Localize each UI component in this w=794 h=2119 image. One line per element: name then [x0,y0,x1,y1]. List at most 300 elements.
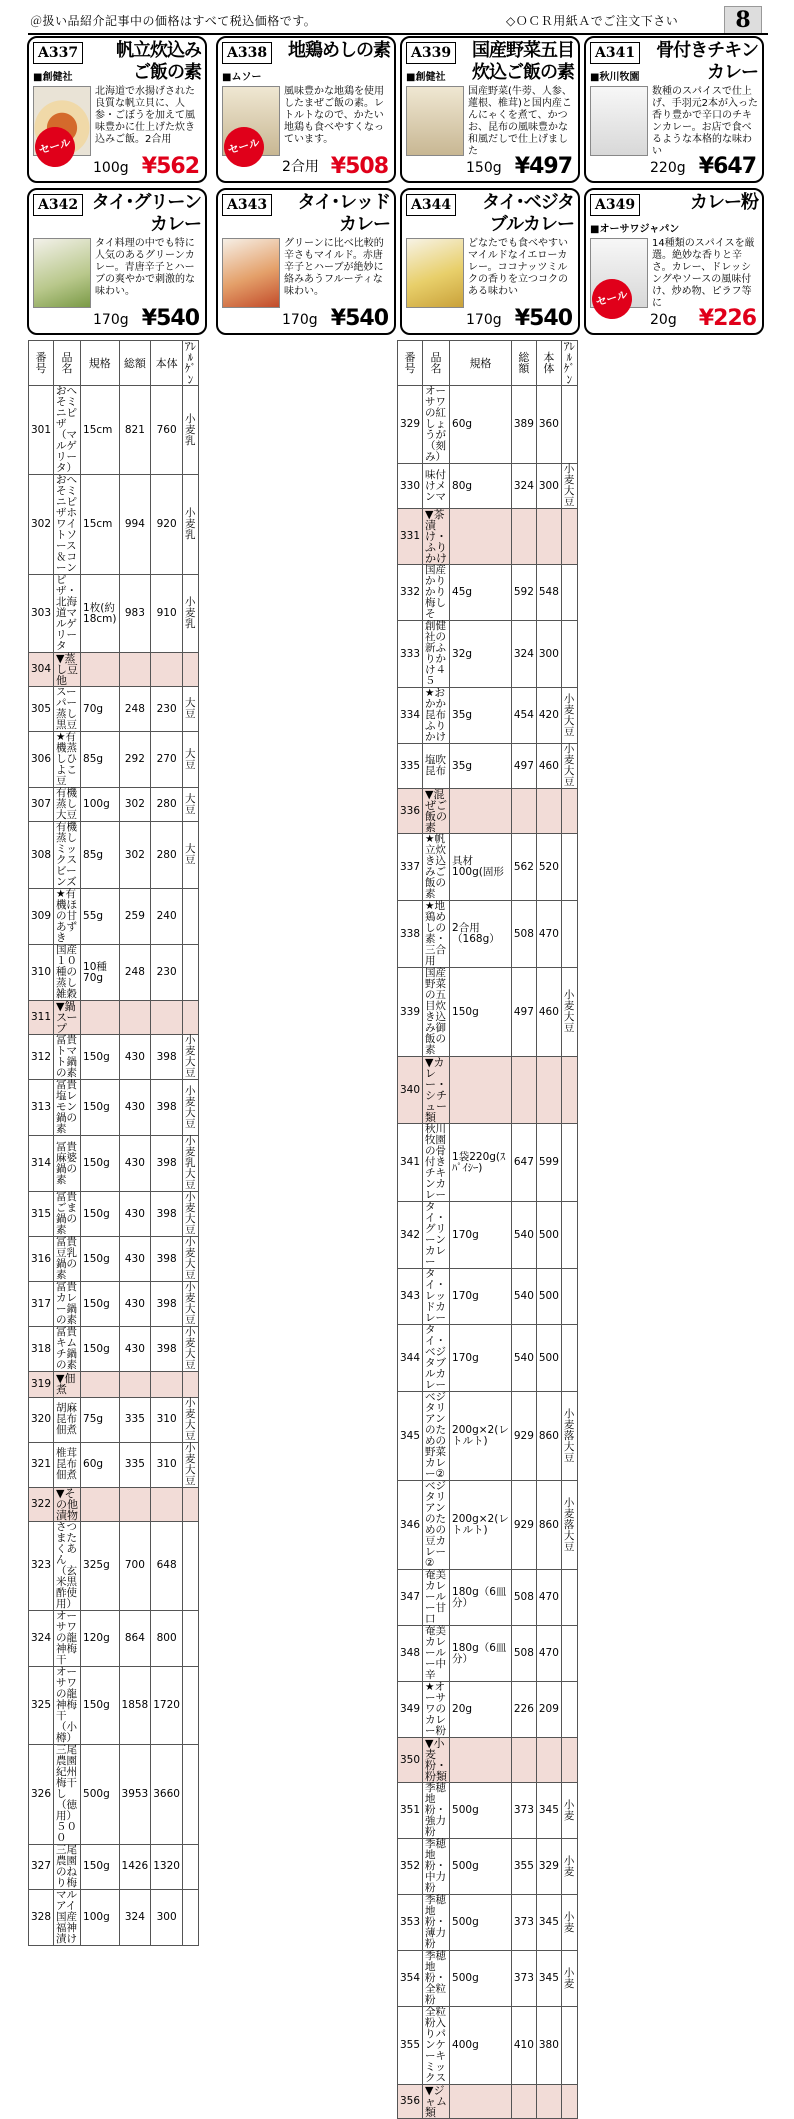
table-row [398,1124,578,1202]
cell-spec: 70g [81,687,119,732]
cell-spec: 170g [450,1202,512,1269]
cell-name: 椎茸昆布佃煮 [54,1442,81,1487]
table-row [29,1889,199,1945]
cell-total: 430 [119,1237,151,1282]
cell-base: 398 [151,1080,183,1136]
cell-allergy [561,1269,577,1325]
cell-spec: 500g [450,1895,512,1951]
cell-total: 389 [511,386,536,464]
cell-no: 310 [29,945,54,1001]
cell-allergy [182,1521,198,1610]
product-title-line: タイ･レッド [297,192,390,213]
cell-total [119,1001,151,1035]
sale-badge: セール [220,123,269,172]
product-card [27,188,207,335]
cell-base: 300 [536,464,561,509]
cell-no: 312 [29,1035,54,1080]
maker-name: ■オーサワジャパン [590,224,680,235]
cell-spec: 200g×2(レトルト) [450,1481,512,1570]
cell-name: さつまたくあん（玄米黒酢使用） [54,1521,81,1610]
product-weight: 170g [282,312,318,328]
cell-base: 599 [536,1124,561,1202]
product-code: A342 [33,194,83,216]
cell-allergy [561,789,577,834]
product-description: どなたでも食べやすいマイルドなイエローカレー。ココナッツミルクの香りを立つコクのある味わい [468,238,568,297]
cell-no: 342 [398,1202,423,1269]
cell-spec: 150g [81,1136,119,1192]
cell-no: 356 [398,2085,423,2119]
cell-no: 350 [398,1738,423,1783]
cell-allergy [182,945,198,1001]
cell-allergy: 大豆 [182,788,198,822]
cell-total: 324 [511,621,536,688]
cell-total: 355 [511,1839,536,1895]
cell-allergy: 小麦乳 [182,475,198,575]
cell-allergy [182,1001,198,1035]
cell-base: 460 [536,744,561,789]
cell-name: 季穂地粉・薄力粉 [423,1895,450,1951]
cell-allergy [182,653,198,687]
product-title [656,40,758,84]
cell-no: 340 [398,1057,423,1124]
cell-base: 548 [536,565,561,621]
cell-name: ▼佃煮 [54,1372,81,1398]
cell-base: 380 [536,2007,561,2085]
cell-no: 352 [398,1839,423,1895]
cell-total [119,1372,151,1398]
cell-base: 1720 [151,1666,183,1744]
cell-no: 320 [29,1397,54,1442]
cell-no: 321 [29,1442,54,1487]
product-title-line: カレー [339,214,390,235]
column-header-no: 番号 [398,341,423,386]
table-row [29,1035,199,1080]
cell-total: 430 [119,1192,151,1237]
cell-total [511,1738,536,1783]
product-code: A344 [406,194,456,216]
table-row [29,1397,199,1442]
cell-allergy [182,1610,198,1666]
cell-name: 有機蒸しミックスビーンズ [54,822,81,889]
column-header-total: 総額 [511,341,536,386]
cell-name: タイ・グリーンカレー [423,1202,450,1269]
cell-no: 307 [29,788,54,822]
cell-allergy: 小麦大豆 [182,1442,198,1487]
cell-total: 562 [511,834,536,901]
table-row [29,1610,199,1666]
column-header-total: 総額 [119,341,151,386]
product-weight: 100g [93,160,129,176]
cell-base [151,1487,183,1521]
product-title-line: ブルカレー [489,214,574,235]
cell-no: 313 [29,1080,54,1136]
cell-no: 341 [398,1124,423,1202]
cell-spec: 10種70g [81,945,119,1001]
table-row [398,565,578,621]
table-row [29,1844,199,1889]
table-row [29,945,199,1001]
product-card [216,36,396,183]
cell-allergy: 小麦大豆 [561,744,577,789]
cell-spec: 500g [450,1951,512,2007]
cell-name: 味付けメンマ [423,464,450,509]
cell-base: 345 [536,1783,561,1839]
cell-total: 430 [119,1136,151,1192]
cell-no: 336 [398,789,423,834]
table-row [398,1392,578,1481]
cell-spec: 170g [450,1269,512,1325]
cell-name: ▼蒸し豆他 [54,653,81,687]
cell-no: 327 [29,1844,54,1889]
cell-base: 310 [151,1442,183,1487]
product-code: A339 [406,42,456,64]
cell-spec: 400g [450,2007,512,2085]
cell-spec: 150g [81,1080,119,1136]
cell-spec: 150g [81,1327,119,1372]
cell-name: 冨貴キムチ鍋の素 [54,1327,81,1372]
cell-allergy [561,2085,577,2119]
cell-allergy: 小麦大豆 [182,1397,198,1442]
table-row [398,1202,578,1269]
cell-allergy [182,1844,198,1889]
cell-base: 280 [151,788,183,822]
cell-name: ★帆立炊き込みご飯の素 [423,834,450,901]
cell-name: ▼茶漬け・ふりかけ [423,509,450,565]
cell-name: 塩吹昆布 [423,744,450,789]
cell-no: 355 [398,2007,423,2085]
order-table-right [397,340,578,2119]
cell-name: おへそミニピザ（マルゲリータ） [54,386,81,475]
column-header-base: 本体 [151,341,183,386]
column-header-base: 本体 [536,341,561,386]
cell-base: 470 [536,1570,561,1626]
cell-name: ベジタリアンのための野菜カレー② [423,1392,450,1481]
cell-total: 1426 [119,1844,151,1889]
cell-total: 929 [511,1481,536,1570]
cell-name: 胡麻昆布佃煮 [54,1397,81,1442]
cell-spec: 80g [450,464,512,509]
cell-spec: 35g [450,744,512,789]
product-weight: 220g [650,160,686,176]
cell-allergy: 小麦落大豆 [561,1481,577,1570]
cell-no: 322 [29,1487,54,1521]
table-row [398,464,578,509]
product-description: 14種類のスパイスを厳選。絶妙な香りと辛さ。カレー、ドレッシングやソースの風味付け、炒め物、ピラフ等に [652,238,755,309]
cell-base: 860 [536,1481,561,1570]
cell-allergy [182,1487,198,1521]
cell-spec: 150g [81,1844,119,1889]
cell-name: オーサワの龍神梅干 [54,1610,81,1666]
cell-no: 354 [398,1951,423,2007]
cell-allergy [561,1124,577,1202]
cell-base: 398 [151,1136,183,1192]
cell-spec [450,1057,512,1124]
cell-allergy: 大豆 [182,822,198,889]
product-description: 数種のスパイスで仕上げ、手羽元2本が入った香り豊かで辛口のチキンカレー。お店で食べるような本格的な味わい [652,86,758,157]
column-header-allergy: ｱﾚﾙｹﾞﾝ [182,341,198,386]
cell-name: 奄美カレールー甘口 [423,1570,450,1626]
cell-no: 339 [398,968,423,1057]
ocr-note: ◇ＯＣＲ用紙Ａでご注文下さい [506,14,679,28]
product-description: 国産野菜(牛蒡、人参、蓮根、椎茸)と国内産こんにゃくを煮て、かつお、昆布の風味豊かな和風だしで仕上げました [468,86,572,157]
product-code: A341 [590,42,640,64]
cell-total: 259 [119,889,151,945]
column-header-spec: 規格 [81,341,119,386]
table-row [398,1269,578,1325]
cell-base: 500 [536,1325,561,1392]
section-row [29,1372,199,1398]
cell-no: 343 [398,1269,423,1325]
product-description: グリーンに比べ比較的辛さもマイルド。赤唐辛子とハーブが絶妙に絡みあうフルーティな味わい。 [284,238,384,297]
cell-base: 500 [536,1202,561,1269]
cell-total: 302 [119,788,151,822]
cell-base: 345 [536,1895,561,1951]
cell-base: 230 [151,687,183,732]
cell-total: 3953 [119,1744,151,1844]
table-row [398,1481,578,1570]
cell-name: タイ・レッドカレー [423,1269,450,1325]
cell-allergy [561,621,577,688]
cell-base: 398 [151,1035,183,1080]
cell-spec: 20g [450,1682,512,1738]
cell-base: 240 [151,889,183,945]
cell-no: 348 [398,1626,423,1682]
cell-total: 994 [119,475,151,575]
cell-no: 347 [398,1570,423,1626]
product-card [584,188,764,335]
section-row [29,1487,199,1521]
header-divider [28,33,768,35]
product-title-line: ご飯の素 [133,62,201,83]
cell-name: ★地鶏めしの素・三合用 [423,901,450,968]
cell-name: オーサワの龍神梅干（小樽） [54,1666,81,1744]
cell-name: ★有機蒸しひよこ豆 [54,732,81,788]
cell-spec: 100g [81,788,119,822]
cell-total: 592 [511,565,536,621]
product-title [116,40,201,84]
cell-total: 647 [511,1124,536,1202]
cell-spec: 325g [81,1521,119,1610]
cell-name: ▼ジャム類 [423,2085,450,2119]
cell-name: 冨貴豆乳鍋の素 [54,1237,81,1282]
cell-base: 460 [536,968,561,1057]
cell-spec: 170g [450,1325,512,1392]
cell-no: 319 [29,1372,54,1398]
cell-name: 季穂地粉・強力粉 [423,1783,450,1839]
cell-allergy: 小麦 [561,1783,577,1839]
product-title-line: カレー粉 [690,192,758,213]
cell-total: 540 [511,1325,536,1392]
cell-base: 648 [151,1521,183,1610]
cell-base: 398 [151,1192,183,1237]
cell-name: オーサワの紅しょうが（刻み） [423,386,450,464]
cell-allergy: 小麦乳大豆 [182,1136,198,1192]
cell-spec: 32g [450,621,512,688]
cell-name: ★おかか昆布ふりかけ [423,688,450,744]
cell-total: 821 [119,386,151,475]
table-row [29,732,199,788]
cell-total: 1858 [119,1666,151,1744]
cell-no: 349 [398,1682,423,1738]
cell-no: 305 [29,687,54,732]
maker-name: ■ムソー [222,72,262,83]
cell-base: 800 [151,1610,183,1666]
cell-name: 冨貴カレー鍋の素 [54,1282,81,1327]
cell-total: 700 [119,1521,151,1610]
cell-base: 270 [151,732,183,788]
cell-no: 304 [29,653,54,687]
cell-allergy: 小麦乳 [182,386,198,475]
cell-total [511,2085,536,2119]
page-header [0,0,794,34]
product-price: ¥540 [514,306,572,331]
table-row [398,1783,578,1839]
cell-allergy: 小麦落大豆 [561,1392,577,1481]
cell-total: 226 [511,1682,536,1738]
cell-base [536,1738,561,1783]
cell-total: 497 [511,744,536,789]
table-row [398,621,578,688]
cell-base: 398 [151,1282,183,1327]
cell-base: 520 [536,834,561,901]
section-row [398,2085,578,2119]
cell-allergy [561,834,577,901]
cell-total: 324 [119,1889,151,1945]
product-price: ¥508 [330,154,388,179]
cell-base: 345 [536,1951,561,2007]
cell-allergy: 小麦 [561,1839,577,1895]
table-row [398,968,578,1057]
cell-base: 3660 [151,1744,183,1844]
cell-no: 311 [29,1001,54,1035]
cell-total: 248 [119,945,151,1001]
cell-name: 冨貴トマト鍋の素 [54,1035,81,1080]
cell-spec: 150g [81,1237,119,1282]
cell-spec: 85g [81,822,119,889]
cell-spec: 180g（6皿分） [450,1570,512,1626]
column-header-name: 品 名 [54,341,81,386]
cell-total: 430 [119,1035,151,1080]
cell-allergy: 小麦 [561,1895,577,1951]
cell-total [511,1057,536,1124]
cell-name: マルアイ国産福神漬け [54,1889,81,1945]
cell-name: ▼鍋スープ [54,1001,81,1035]
product-image [222,238,280,308]
cell-allergy: 大豆 [182,732,198,788]
cell-total: 454 [511,688,536,744]
cell-base: 470 [536,901,561,968]
cell-allergy: 小麦大豆 [182,1035,198,1080]
cell-allergy [182,1372,198,1398]
table-row [398,744,578,789]
cell-base [536,2085,561,2119]
product-title-line: 炊込ご飯の素 [472,62,574,83]
cell-name: 創健社の新ふりかけ４５ [423,621,450,688]
sale-badge: セール [31,123,80,172]
product-price: ¥647 [698,154,756,179]
product-title [298,192,390,236]
cell-no: 334 [398,688,423,744]
cell-no: 306 [29,732,54,788]
cell-total: 373 [511,1951,536,2007]
cell-allergy [561,901,577,968]
cell-spec [81,1487,119,1521]
cell-total: 508 [511,1570,536,1626]
table-row [398,1626,578,1682]
cell-allergy: 小麦大豆 [561,968,577,1057]
product-code: A337 [33,42,83,64]
cell-spec [450,1738,512,1783]
sale-badge: セール [588,275,637,324]
cell-base: 209 [536,1682,561,1738]
product-price: ¥226 [698,306,756,331]
cell-base: 360 [536,386,561,464]
product-description: 風味豊かな地鶏を使用したまぜご飯の素。レトルトなので、かたい地鶏も食べやすくなっています。 [284,86,384,145]
cell-no: 316 [29,1237,54,1282]
table-row [29,386,199,475]
cell-spec: 2合用（168g） [450,901,512,968]
cell-no: 328 [29,1889,54,1945]
cell-spec: 60g [81,1442,119,1487]
product-title-line: 国産野菜五目 [472,40,574,61]
cell-base: 280 [151,822,183,889]
cell-total [511,509,536,565]
cell-total: 302 [119,822,151,889]
cell-name: ▼混ぜご飯の素 [423,789,450,834]
table-row [398,1895,578,1951]
cell-name: 三尾農園のねり梅 [54,1844,81,1889]
table-row [398,688,578,744]
product-title-line: タイ･グリーン [91,192,201,213]
cell-total: 983 [119,575,151,653]
cell-no: 338 [398,901,423,968]
cell-total: 324 [511,464,536,509]
cell-allergy [561,1626,577,1682]
table-row [398,1570,578,1626]
section-row [29,653,199,687]
cell-spec: 150g [81,1192,119,1237]
cell-total: 335 [119,1397,151,1442]
cell-total: 430 [119,1327,151,1372]
cell-name: 冨貴麻婆鍋の素 [54,1136,81,1192]
cell-spec [81,1372,119,1398]
product-weight: 20g [650,312,677,328]
table-row [29,1327,199,1372]
cell-no: 344 [398,1325,423,1392]
cell-allergy [561,1738,577,1783]
cell-allergy [561,565,577,621]
cell-name: 有機蒸し大豆 [54,788,81,822]
cell-spec [450,789,512,834]
cell-spec [450,509,512,565]
cell-total: 540 [511,1202,536,1269]
cell-no: 323 [29,1521,54,1610]
product-code: A349 [590,194,640,216]
product-card [584,36,764,183]
cell-spec: 150g [81,1666,119,1744]
product-code: A338 [222,42,272,64]
cell-name: 季穂地粉・中力粉 [423,1839,450,1895]
table-row [29,1136,199,1192]
cell-total: 540 [511,1269,536,1325]
cell-spec: 1枚(約18cm) [81,575,119,653]
product-title-line: 地鶏めしの素 [288,40,390,61]
table-row [29,687,199,732]
product-title-line: タイ･ベジタ [482,192,574,213]
cell-no: 337 [398,834,423,901]
product-title [472,40,574,84]
cell-spec: 150g [81,1282,119,1327]
